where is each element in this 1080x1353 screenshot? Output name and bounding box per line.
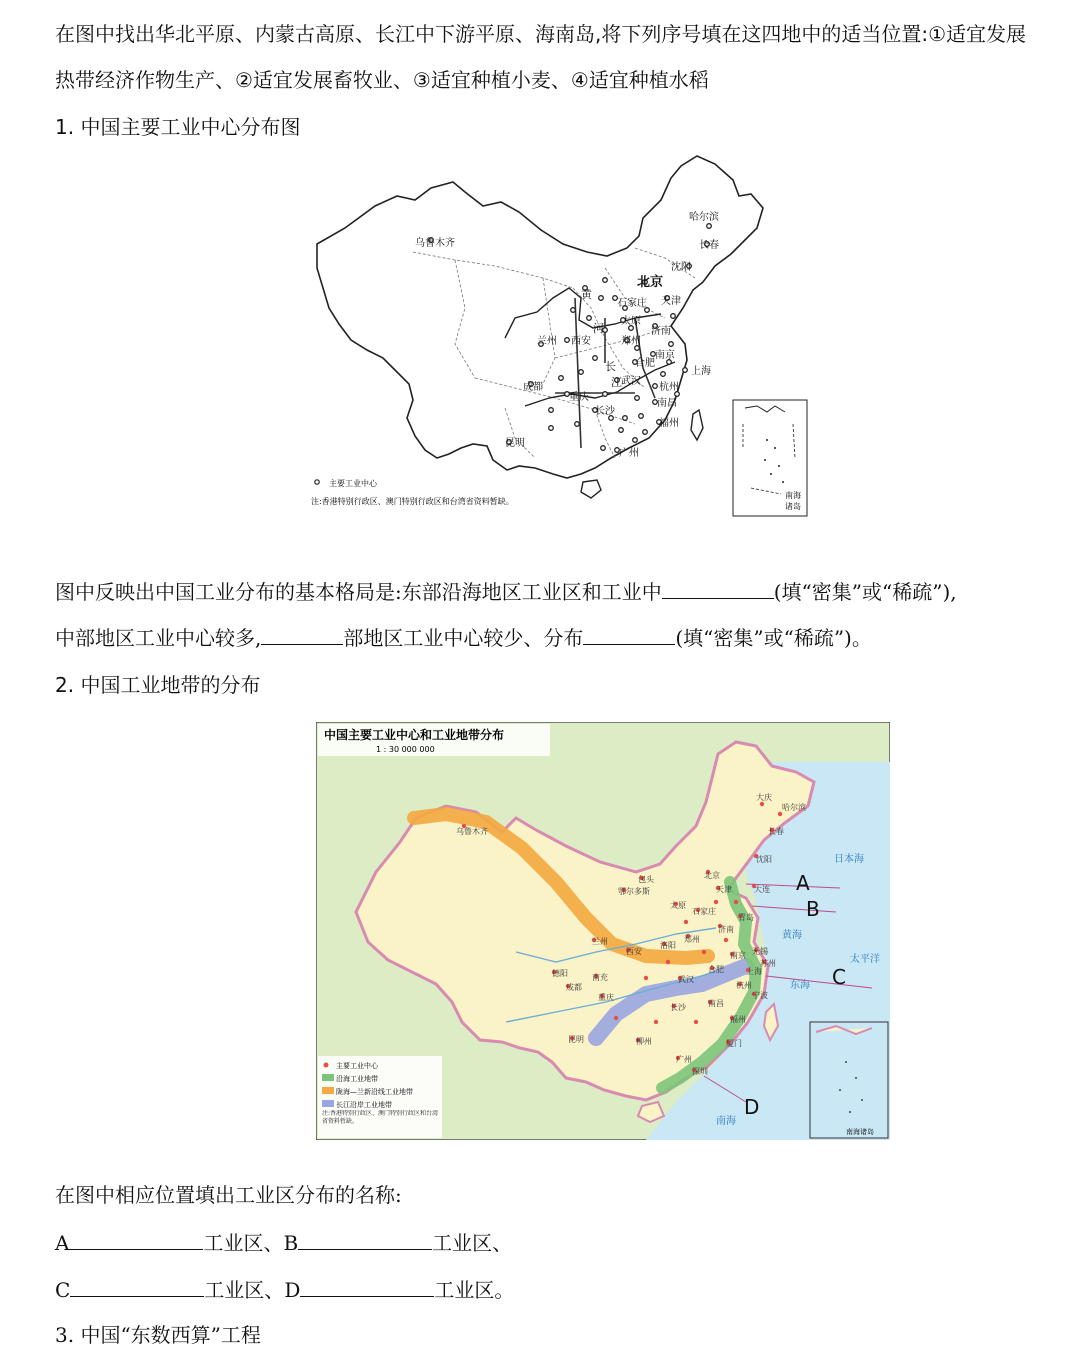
map2-city-suzhou: 苏州: [760, 959, 776, 968]
map2-city-beijing: 北京: [704, 871, 720, 880]
section1-q1-text-a: 图中反映出中国工业分布的基本格局是:东部沿海地区工业区和工业中: [55, 580, 662, 604]
section2-heading: 2. 中国工业地带的分布: [55, 673, 261, 697]
blank-a[interactable]: [69, 1231, 203, 1250]
map2-city-nanjing: 南京: [730, 951, 746, 960]
industrial-center-dot: [603, 392, 608, 397]
city-harbin: 哈尔滨: [689, 212, 719, 223]
map2-city-shenyang: 沈阳: [756, 855, 772, 864]
industrial-center-dot: [684, 920, 688, 924]
map2-city-baotou: 包头: [638, 875, 654, 884]
industrial-belts-map: [316, 722, 890, 1140]
map2-legend-yangtze: 长江沿岸工业地带: [336, 1101, 392, 1109]
map1-note: 注:香港特别行政区、澳门特别行政区和台湾省资料暂缺。: [311, 497, 514, 506]
industrial-center-dot: [669, 342, 674, 347]
city-hefei: 合肥: [635, 358, 655, 369]
map2-legend-centers: 主要工业中心: [336, 1062, 378, 1070]
city-urumqi: 乌鲁木齐: [415, 238, 455, 249]
industrial-center-dot: [633, 438, 638, 443]
blank-d[interactable]: [300, 1278, 434, 1297]
blank-density-east[interactable]: [662, 580, 774, 599]
map2-city-ningbo: 宁波: [752, 991, 768, 1000]
industrial-center-dot: [614, 1016, 618, 1020]
city-chengdu: 成都: [523, 382, 543, 393]
industrial-center-dot: [661, 372, 666, 377]
map2-city-tianjin: 天津: [716, 885, 732, 894]
map2-city-zhengzhou: 郑州: [684, 935, 700, 944]
industrial-center-dot: [587, 316, 592, 321]
city-nanchang: 南昌: [657, 398, 677, 409]
blank-region[interactable]: [261, 626, 343, 645]
industrial-center-dot: [760, 802, 764, 806]
industrial-center-dot: [559, 376, 564, 381]
section3-heading: 3. 中国“东数西算”工程: [55, 1323, 261, 1347]
label-c: C: [55, 1278, 71, 1302]
map2-letter-b: B: [806, 897, 820, 921]
industrial-center-dot: [579, 370, 584, 375]
city-beijing: 北京: [637, 275, 664, 290]
map2-title: 中国主要工业中心和工业地带分布: [324, 728, 505, 742]
sea-label-pacific: 太平洋: [850, 954, 880, 965]
map2-city-guangzhou: 广州: [676, 1055, 692, 1064]
map2-city-daqing: 大庆: [756, 793, 772, 802]
industrial-center-dot: [702, 950, 706, 954]
city-fuzhou: 福州: [659, 418, 679, 429]
hainan-island: [581, 480, 601, 498]
section1-q2-text-c: (填“密集”或“稀疏”)。: [675, 626, 872, 650]
blank-c[interactable]: [70, 1278, 204, 1297]
map2-scale: 1 : 30 000 000: [376, 745, 435, 754]
city-lanzhou: 兰州: [537, 336, 557, 347]
city-kunming: 昆明: [505, 438, 525, 449]
river-label-huang: 黄: [581, 288, 592, 301]
map2-city-jinan: 济南: [718, 925, 734, 934]
map2-inset-label: 南海诸岛: [846, 1128, 874, 1136]
industrial-center-dot: [601, 446, 606, 451]
map2-city-lanzhou: 兰州: [592, 937, 608, 946]
label-b: B: [283, 1231, 299, 1255]
map2-city-changchun: 长春: [768, 827, 784, 836]
city-changsha: 长沙: [595, 406, 615, 417]
map2-city-wuhan: 武汉: [678, 975, 694, 984]
map2-city-nanchang: 南昌: [708, 999, 724, 1008]
map2-letter-d: D: [744, 1095, 760, 1119]
map2-note: 注:香港特别行政区、澳门特别行政区和台湾省资料暂缺。: [322, 1110, 439, 1125]
map2-city-changsha: 长沙: [670, 1003, 686, 1012]
map2-city-taiyuan: 太原: [670, 901, 686, 910]
industrial-center-dot: [639, 414, 644, 419]
industrial-center-dot: [635, 396, 640, 401]
map2-city-fuzhou: 福州: [730, 1015, 746, 1024]
label-a: A: [55, 1231, 70, 1255]
industrial-centers-map: [305, 148, 815, 520]
industrial-center-dot: [734, 900, 738, 904]
river-label-he: 河: [593, 322, 604, 335]
city-zhengzhou: 郑州: [621, 336, 641, 347]
industrial-center-dot: [654, 1020, 658, 1024]
map2-city-chongqing: 重庆: [598, 993, 614, 1002]
industrial-center-dot: [575, 422, 580, 427]
city-shenyang: 沈阳: [671, 262, 691, 273]
city-xian: 西安: [571, 336, 591, 347]
section1-heading: 1. 中国主要工业中心分布图: [55, 115, 301, 139]
section2-instruction: 在图中相应位置填出工业区分布的名称:: [55, 1183, 402, 1207]
map2-city-shanghai: 上海: [746, 967, 762, 976]
industrial-center-dot: [603, 278, 608, 283]
industrial-center-dot: [599, 296, 604, 301]
map2-city-qingdao: 青岛: [738, 913, 754, 922]
map2-city-ordos: 鄂尔多斯: [618, 887, 650, 896]
industrial-center-dot: [643, 430, 648, 435]
city-hangzhou: 杭州: [659, 382, 679, 393]
industrial-center-dot: [683, 368, 688, 373]
map2-city-nanchong: 南充: [592, 973, 608, 982]
city-taiyuan: 太原: [621, 316, 641, 327]
map2-city-chengdu: 成都: [566, 983, 582, 992]
map2-letter-c: C: [832, 965, 846, 989]
map2-city-liuzhou: 柳州: [636, 1037, 652, 1046]
industrial-belts-map-svg: [316, 722, 890, 1140]
blank-density-west[interactable]: [583, 626, 675, 645]
industrial-center-dot: [671, 314, 676, 319]
map2-city-hangzhou: 杭州: [736, 981, 752, 990]
map2-city-shenzhen: 深圳: [692, 1067, 708, 1076]
industrial-center-dot: [565, 338, 570, 343]
river-label-jiang: 江: [611, 376, 622, 389]
section1-q2-text-b: 部地区工业中心较少、分布: [343, 626, 584, 650]
map2-city-shijiazhuang: 石家庄: [692, 907, 716, 916]
suffix-b: 工业区、: [432, 1231, 513, 1255]
map2-city-urumqi: 乌鲁木齐: [456, 827, 488, 836]
map2-legend-coastal: 沿海工业地带: [336, 1075, 378, 1083]
section2-row1: [55, 1231, 512, 1255]
city-shanghai: 上海: [691, 366, 711, 377]
city-tianjin: 天津: [661, 296, 681, 307]
legend-dot: [315, 480, 319, 484]
industrial-center-dot: [549, 426, 554, 431]
map2-city-hefei: 合肥: [708, 965, 724, 974]
blank-b[interactable]: [298, 1231, 432, 1250]
map2-letter-a: A: [796, 871, 810, 895]
industrial-center-dot: [644, 976, 648, 980]
city-wuhan: 武汉: [621, 376, 641, 387]
map2-city-xiamen: 厦门: [726, 1039, 742, 1048]
suffix-c: 工业区、: [204, 1278, 285, 1302]
city-guangzhou: 广州: [619, 448, 639, 459]
industrial-center-dot: [707, 224, 712, 229]
taiwan-island: [691, 410, 703, 440]
map2-city-luoyang: 洛阳: [660, 941, 676, 950]
sea-label-japan: 日本海: [834, 854, 864, 865]
section1-q1-text-b: (填“密集”或“稀疏”),: [773, 580, 957, 604]
sea-label-south: 南海: [716, 1116, 736, 1127]
industrial-center-dot: [653, 384, 658, 389]
map1-inset-label-2: 诸岛: [785, 502, 801, 511]
map1-legend-label: 主要工业中心: [329, 479, 377, 488]
map2-city-harbin: 哈尔滨: [782, 803, 806, 812]
map2-inset-frame: [810, 1022, 888, 1138]
intro-line-1: 在图中找出华北平原、内蒙古高原、长江中下游平原、海南岛,将下列序号填在这四地中的适当位置:①适宜发展: [55, 22, 1027, 46]
intro-line-2: 热带经济作物生产、②适宜发展畜牧业、③适宜种植小麦、④适宜种植水稻: [55, 68, 709, 92]
map2-city-kunming: 昆明: [568, 1035, 584, 1044]
industrial-center-dot: [571, 308, 576, 313]
label-d: D: [284, 1278, 301, 1302]
sea-label-east: 东海: [790, 980, 810, 991]
city-shijiazhuang: 石家庄: [617, 298, 647, 309]
map2-legend-longhai: 陇海—兰新沿线工业地带: [336, 1088, 413, 1096]
industrial-centers-map-svg: [305, 148, 815, 520]
suffix-d: 工业区。: [434, 1278, 515, 1302]
map2-city-xian: 西安: [626, 947, 642, 956]
section1-question-line2: [55, 626, 872, 650]
industrial-center-dot: [593, 356, 598, 361]
section2-row2: [55, 1278, 514, 1302]
industrial-center-dot: [666, 960, 670, 964]
industrial-center-dot: [778, 812, 782, 816]
industrial-center-dot: [619, 428, 624, 433]
map2-city-dalian: 大连: [754, 885, 770, 894]
suffix-a: 工业区、: [203, 1231, 284, 1255]
industrial-center-dot: [714, 900, 718, 904]
map2-city-deyang: 德阳: [552, 969, 568, 978]
city-nanjing: 南京: [655, 350, 675, 361]
section1-q2-text-a: 中部地区工业中心较多,: [55, 626, 262, 650]
sea-label-yellow: 黄海: [782, 930, 802, 941]
city-changchun: 长春: [699, 240, 719, 251]
section1-question-line1: [55, 580, 957, 604]
industrial-center-dot: [694, 1020, 698, 1024]
industrial-center-dot: [724, 938, 728, 942]
river-label-chang: 长: [605, 360, 616, 373]
map1-inset-label-1: 南海: [785, 491, 801, 500]
city-jinan: 济南: [651, 326, 671, 337]
map2-city-wuxi: 无锡: [752, 947, 768, 956]
industrial-center-dot: [623, 416, 628, 421]
industrial-center-dot: [549, 408, 554, 413]
city-chongqing: 重庆: [569, 392, 589, 403]
